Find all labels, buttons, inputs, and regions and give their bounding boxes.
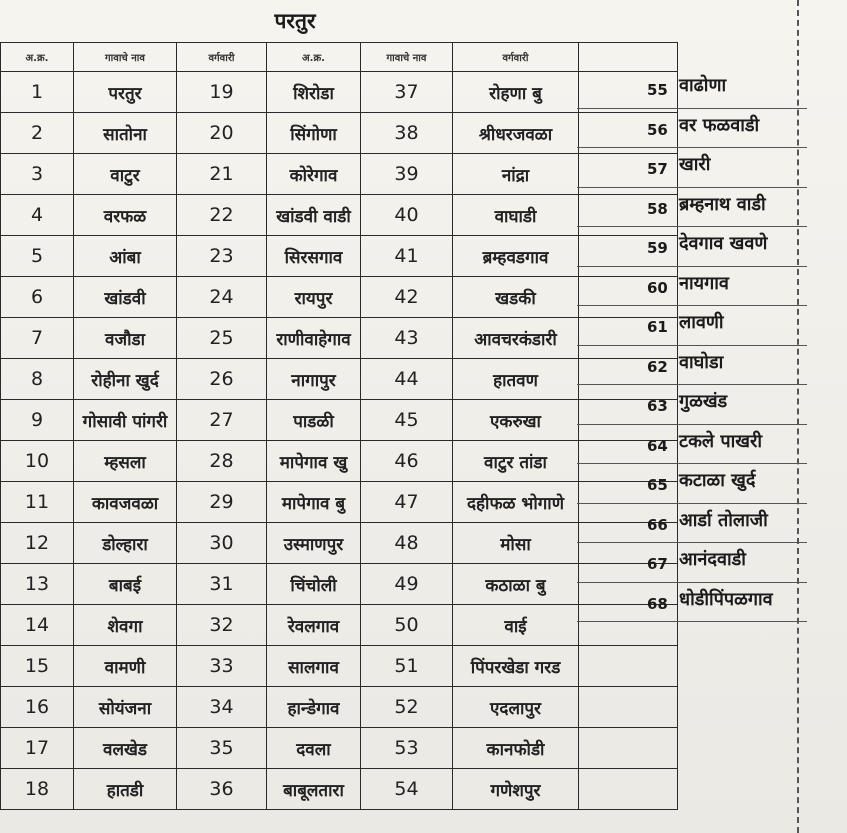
village-name-3: कानफोडी — [453, 728, 579, 769]
village-name: शेवगा — [74, 605, 177, 646]
extra-row — [577, 188, 807, 228]
village-name: म्हसला — [74, 441, 177, 482]
extra-village-name: वाघोडा — [679, 351, 724, 373]
village-name-2: हान्डेगाव — [267, 687, 361, 728]
header-category: वर्गवारी — [177, 43, 267, 72]
village-name-3: कठाळा बु — [453, 564, 579, 605]
extra-row-number: 60 — [647, 278, 668, 297]
row-number: 7 — [1, 318, 74, 359]
category-number: 26 — [177, 359, 267, 400]
village-name-2: सिंगोणा — [267, 113, 361, 154]
village-name: गोसावी पांगरी — [74, 400, 177, 441]
extra-village-name: खारी — [679, 154, 711, 175]
category-number: 25 — [177, 318, 267, 359]
extra-village-name: वाढोणा — [679, 75, 727, 96]
village-name: आंबा — [74, 236, 177, 277]
extra-village-name: गुळखंड — [679, 391, 728, 412]
extra-row — [577, 583, 807, 623]
table-row — [1, 318, 678, 359]
category-number-2: 51 — [361, 646, 453, 687]
table-row — [1, 359, 678, 400]
category-number-2: 52 — [361, 687, 453, 728]
category-number-2: 42 — [361, 277, 453, 318]
village-name-2: राणीवाहेगाव — [267, 318, 361, 359]
village-name: परतुर — [74, 72, 177, 113]
category-number: 22 — [177, 195, 267, 236]
category-number-2: 38 — [361, 113, 453, 154]
extra-row — [577, 543, 807, 583]
table-row — [1, 441, 678, 482]
village-name: सातोना — [74, 113, 177, 154]
village-name-2: रेवलगाव — [267, 605, 361, 646]
extra-row-number: 59 — [647, 239, 668, 257]
row-number: 18 — [1, 769, 74, 810]
category-number: 28 — [177, 441, 267, 482]
village-name-3: रोहणा बु — [453, 72, 579, 113]
category-number: 30 — [177, 523, 267, 564]
extra-row-number: 65 — [647, 476, 668, 494]
row-number: 5 — [1, 236, 74, 277]
village-name-3: गणेशपुर — [453, 769, 579, 810]
extra-row — [577, 109, 807, 149]
village-name-2: पाडळी — [267, 400, 361, 441]
category-number-2: 47 — [361, 482, 453, 523]
empty-cell — [579, 646, 678, 687]
category-number-2: 40 — [361, 195, 453, 236]
extra-row-number: 61 — [647, 318, 668, 336]
table-row — [1, 236, 678, 277]
category-number-2: 37 — [361, 72, 453, 113]
village-name-3: वाटुर तांडा — [453, 441, 579, 482]
village-name-3: पिंपरखेडा गरड — [453, 646, 579, 687]
village-name-2: मापेगाव बु — [267, 482, 361, 523]
category-number: 36 — [177, 769, 267, 810]
village-name: वलखेड — [74, 728, 177, 769]
village-name-2: सिरसगाव — [267, 236, 361, 277]
sheet-title: परतुर — [274, 9, 316, 33]
village-name-2: नागापुर — [267, 359, 361, 400]
extra-row-number: 66 — [647, 515, 668, 534]
village-name-3: वाघाडी — [453, 195, 579, 236]
row-number: 2 — [1, 113, 74, 154]
header-row — [1, 43, 678, 72]
extra-row — [577, 385, 807, 425]
village-name-2: उस्माणपुर — [267, 523, 361, 564]
extra-village-name: आर्डा तोलाजी — [679, 509, 768, 531]
header-empty — [579, 43, 678, 72]
row-number: 8 — [1, 359, 74, 400]
category-number: 33 — [177, 646, 267, 687]
row-number: 6 — [1, 277, 74, 318]
category-number: 20 — [177, 113, 267, 154]
village-name-3: एदलापुर — [453, 687, 579, 728]
row-number: 3 — [1, 154, 74, 195]
extra-village-name: टकले पाखरी — [679, 430, 763, 452]
extra-row — [577, 464, 807, 504]
header-category-2: वर्गवारी — [453, 43, 579, 72]
extra-row-number: 56 — [647, 120, 668, 139]
category-number-2: 46 — [361, 441, 453, 482]
page-break-line — [797, 0, 799, 833]
table-row — [1, 482, 678, 523]
village-name-3: दहीफळ भोगाणे — [453, 482, 579, 523]
village-name-2: खांडवी वाडी — [267, 195, 361, 236]
category-number: 29 — [177, 482, 267, 523]
extra-row — [577, 504, 807, 544]
row-number: 16 — [1, 687, 74, 728]
overflow-column — [577, 69, 807, 622]
table-row — [1, 646, 678, 687]
category-number: 27 — [177, 400, 267, 441]
extra-row-number: 58 — [647, 199, 668, 218]
category-number-2: 41 — [361, 236, 453, 277]
extra-row — [577, 425, 807, 465]
village-name-2: मापेगाव खु — [267, 441, 361, 482]
row-number: 15 — [1, 646, 74, 687]
village-name-3: मोसा — [453, 523, 579, 564]
row-number: 1 — [1, 72, 74, 113]
category-number: 24 — [177, 277, 267, 318]
table-row — [1, 113, 678, 154]
village-name-3: श्रीधरजवळा — [453, 113, 579, 154]
category-number-2: 43 — [361, 318, 453, 359]
table-row — [1, 564, 678, 605]
extra-row — [577, 148, 807, 188]
empty-cell — [579, 769, 678, 810]
village-name: हातडी — [74, 769, 177, 810]
village-name-2: दवला — [267, 728, 361, 769]
category-number: 23 — [177, 236, 267, 277]
village-name-3: नांद्रा — [453, 154, 579, 195]
extra-row — [577, 306, 807, 346]
village-name-2: बाबूलतारा — [267, 769, 361, 810]
extra-row — [577, 227, 807, 267]
extra-row-number: 63 — [647, 397, 668, 415]
village-name-2: शिरोडा — [267, 72, 361, 113]
table-row — [1, 195, 678, 236]
table-row — [1, 72, 678, 113]
category-number: 34 — [177, 687, 267, 728]
extra-village-name: आनंदवाडी — [679, 549, 746, 570]
table-row — [1, 728, 678, 769]
category-number-2: 50 — [361, 605, 453, 646]
category-number-2: 49 — [361, 564, 453, 605]
row-number: 9 — [1, 400, 74, 441]
header-village-name: गावाचे नाव — [74, 43, 177, 72]
village-name: वाटुर — [74, 154, 177, 195]
row-number: 11 — [1, 482, 74, 523]
category-number: 35 — [177, 728, 267, 769]
category-number: 21 — [177, 154, 267, 195]
extra-row-number: 62 — [647, 357, 668, 376]
row-number: 12 — [1, 523, 74, 564]
row-number: 10 — [1, 441, 74, 482]
category-number-2: 44 — [361, 359, 453, 400]
row-number: 14 — [1, 605, 74, 646]
village-name: कावजवळा — [74, 482, 177, 523]
extra-row — [577, 69, 807, 109]
table-row — [1, 277, 678, 318]
extra-row — [577, 346, 807, 386]
table-row — [1, 605, 678, 646]
category-number-2: 54 — [361, 769, 453, 810]
header-village-name-2: गावाचे नाव — [361, 43, 453, 72]
village-name: रोहीना खुर्द — [74, 359, 177, 400]
village-name: सोयंजना — [74, 687, 177, 728]
extra-village-name: लावणी — [679, 312, 724, 333]
extra-village-name: नायगाव — [679, 272, 729, 294]
village-name-3: वाई — [453, 605, 579, 646]
empty-cell — [579, 728, 678, 769]
category-number: 32 — [177, 605, 267, 646]
extra-row — [577, 267, 807, 307]
village-name-3: खडकी — [453, 277, 579, 318]
village-name-3: एकरुखा — [453, 400, 579, 441]
village-name-2: रायपुर — [267, 277, 361, 318]
empty-cell — [579, 687, 678, 728]
village-name-3: हातवण — [453, 359, 579, 400]
village-name-2: सालगाव — [267, 646, 361, 687]
row-number: 4 — [1, 195, 74, 236]
village-name-2: चिंचोली — [267, 564, 361, 605]
village-name: वजौडा — [74, 318, 177, 359]
village-name: वरफळ — [74, 195, 177, 236]
row-number: 13 — [1, 564, 74, 605]
extra-row-number: 68 — [647, 594, 668, 613]
village-name: बाबई — [74, 564, 177, 605]
category-number-2: 53 — [361, 728, 453, 769]
village-name: डोल्हारा — [74, 523, 177, 564]
village-name: वामणी — [74, 646, 177, 687]
table-row — [1, 769, 678, 810]
village-name-3: आवचरकंडारी — [453, 318, 579, 359]
extra-row-number: 55 — [647, 81, 668, 99]
village-name-2: कोरेगाव — [267, 154, 361, 195]
category-number: 19 — [177, 72, 267, 113]
header-sr-no: अ.क्र. — [1, 43, 74, 72]
extra-village-name: धोडीपिंपळगाव — [679, 588, 773, 610]
extra-row-number: 57 — [647, 160, 668, 178]
village-name-3: ब्रम्हवडगाव — [453, 236, 579, 277]
row-number: 17 — [1, 728, 74, 769]
category-number-2: 45 — [361, 400, 453, 441]
extra-village-name: वर फळवाडी — [679, 114, 760, 136]
table-row — [1, 523, 678, 564]
table-row — [1, 687, 678, 728]
extra-village-name: देवगाव खवणे — [679, 233, 768, 254]
extra-row-number: 64 — [647, 436, 668, 455]
extra-row-number: 67 — [647, 555, 668, 573]
extra-village-name: ब्रम्हनाथ वाडी — [679, 193, 766, 215]
village-name: खांडवी — [74, 277, 177, 318]
category-number: 31 — [177, 564, 267, 605]
header-sr-no-2: अ.क्र. — [267, 43, 361, 72]
table-row — [1, 400, 678, 441]
category-number-2: 48 — [361, 523, 453, 564]
table-row — [1, 154, 678, 195]
extra-village-name: कटाळा खुर्द — [679, 470, 756, 491]
category-number-2: 39 — [361, 154, 453, 195]
